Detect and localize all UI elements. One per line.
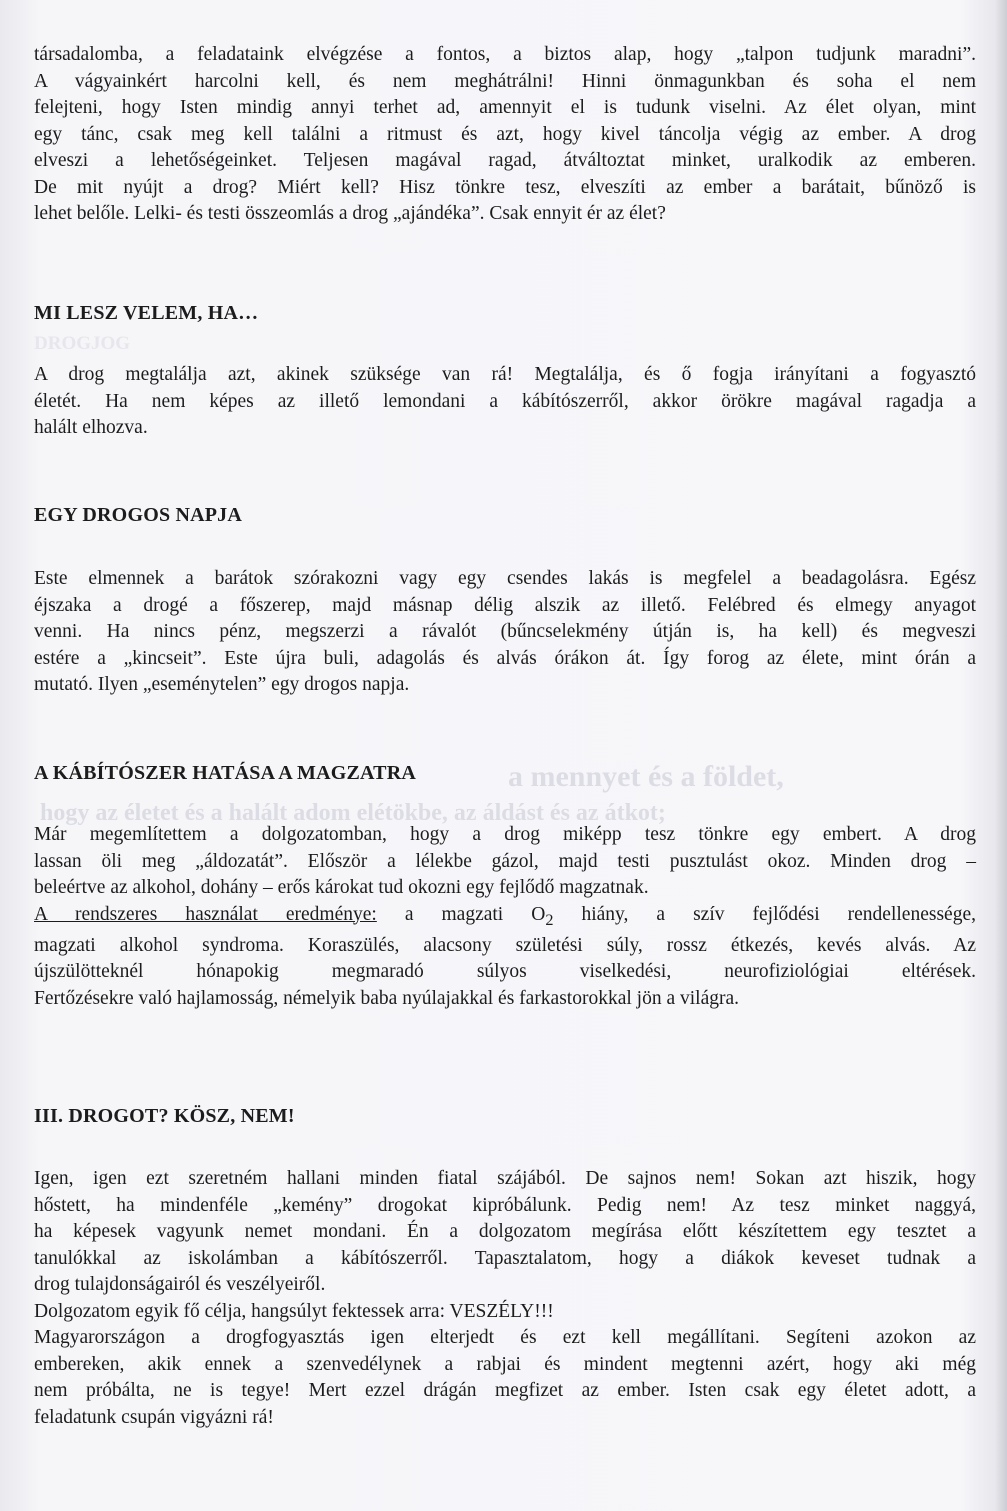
- intro-line: elveszi a lehetőségeinket. Teljesen magával ragad, átváltoztat minket, uralkodik az emberen.: [34, 150, 976, 171]
- drogot-line: ha képesek vagyunk nemet mondani. Én a dolgozatom megírása előtt készítettem egy tesztet a: [34, 1221, 976, 1242]
- intro-line: társadalomba, a feladataink elvégzése a fontos, a biztos alap, hogy „talpon tudjunk maradni”.: [34, 44, 976, 65]
- heading-drogot-kosz-nem: III. DROGOT? KÖSZ, NEM!: [34, 1105, 295, 1127]
- magzat-line: magzati alkohol syndroma. Koraszülés, alacsony születési súly, rossz étkezés, kevés alvás. Az: [34, 934, 976, 956]
- magzat-line-text: hiány, a szív fejlődési rendellenessége,: [553, 903, 976, 925]
- show-through-quote-line2: hogy az életet és a halált adom elétökbe, az áldást és az átkot;: [40, 800, 666, 826]
- magzat-paragraph: [34, 822, 976, 1012]
- underlined-phrase: A rendszeres használat eredménye:: [34, 903, 377, 925]
- drogot-line: tanulókkal az iskolámban a kábítószerről. Tapasztalatom, hogy a diákok keveset tudnak a: [34, 1247, 976, 1269]
- intro-line: felejteni, hogy Isten mindig annyi terhet ad, amennyit el is tudunk viselni. Az élet olyan, mint: [34, 97, 976, 118]
- magzat-line-text: a magzati O: [376, 903, 546, 925]
- drogot-line: hőstett, ha mindenféle „kemény” drogokat kipróbálunk. Pedig nem! Az tesz minket naggyá,: [34, 1194, 976, 1216]
- magzat-line: Fertőzésekre való hajlamosság, némelyik baba nyúlajakkal és farkastorokkal jön a világra.: [34, 987, 739, 1009]
- mi-lesz-line: halált elhozva.: [34, 417, 148, 438]
- drogot-line: nem próbálta, ne is tegye! Mert ezzel drágán megfizet az ember. Isten csak egy életet adott, a: [34, 1380, 976, 1401]
- heading-kabitoszer-magzat: A KÁBÍTÓSZER HATÁSA A MAGZATRA: [34, 762, 417, 784]
- show-through-quote-line1: a mennyet és a földet,: [508, 760, 784, 793]
- intro-line: De mit nyújt a drog? Miért kell? Hisz tönkre tesz, elveszíti az ember a barátait, bűnöző is: [34, 176, 976, 198]
- intro-line: lehet belőle. Lelki- és testi összeomlás a drog „ajándéka”. Csak ennyit ér az élet?: [34, 203, 666, 224]
- egy-drogos-line: Este elmennek a barátok szórakozni vagy egy csendes lakás is megfelel a beadagolásra. Egész: [34, 568, 976, 589]
- drogot-paragraph: [34, 1166, 976, 1431]
- mi-lesz-paragraph: [34, 362, 976, 442]
- drogot-line: embereken, akik ennek a szenvedélynek a rabjai és mindent megtenni azért, hogy aki még: [34, 1353, 976, 1375]
- drogot-line: Dolgozatom egyik fő célja, hangsúlyt fektessek arra: VESZÉLY!!!: [34, 1300, 554, 1322]
- magzat-line: Már megemlítettem a dolgozatomban, hogy a drog miképp tesz tönkre egy embert. A drog: [34, 824, 976, 845]
- egy-drogos-paragraph: [34, 566, 976, 699]
- show-through-drogjog: DROGJOG: [34, 333, 131, 354]
- o2-subscript: 2: [545, 910, 554, 929]
- drogot-line: Igen, igen ezt szeretném hallani minden fiatal szájából. De sajnos nem! Sokan azt hiszik, hogy: [34, 1168, 976, 1189]
- mi-lesz-line: életét. Ha nem képes az illető lemondani a kábítószerről, akkor örökre magával ragadja a: [34, 390, 976, 412]
- magzat-line: lassan öli meg „áldozatát”. Először a lélekbe gázol, majd testi pusztulást okoz. Minden drog –: [34, 850, 976, 872]
- egy-drogos-line: venni. Ha nincs pénz, megszerzi a rávalót (bűncselekmény útján is, ha kell) és megveszi: [34, 621, 976, 642]
- intro-paragraph: [34, 42, 976, 228]
- egy-drogos-line: éjszaka a drogé a főszerep, majd másnap délig alszik az illető. Felébred és elmegy anyagot: [34, 594, 976, 616]
- magzat-line: újszülötteknél hónapokig megmaradó súlyos viselkedési, neurofiziológiai eltérések.: [34, 961, 976, 983]
- magzat-line-underlined: [34, 902, 976, 933]
- magzat-line: beleértve az alkohol, dohány – erős károkat tud okozni egy fejlődő magzatnak.: [34, 877, 649, 898]
- heading-egy-drogos-napja: EGY DROGOS NAPJA: [34, 504, 243, 526]
- page-edge-shadow: [995, 0, 1007, 1511]
- egy-drogos-line: estére a „kincseit”. Este újra buli, adagolás és alvás órákon át. Így forog az élete, mint órán a: [34, 647, 976, 669]
- intro-line: A vágyainkért harcolni kell, és nem meghátrálni! Hinni önmagunkban és soha el nem: [34, 70, 976, 92]
- intro-line: egy tánc, csak meg kell találni a ritmust és azt, hogy kivel táncolja végig az ember. A drog: [34, 123, 976, 145]
- egy-drogos-line: mutató. Ilyen „eseménytelen” egy drogos napja.: [34, 674, 410, 695]
- mi-lesz-line: A drog megtalálja azt, akinek szüksége van rá! Megtalálja, és ő fogja irányítani a fogyasztó: [34, 364, 976, 385]
- heading-mi-lesz-velem: MI LESZ VELEM, HA…: [34, 302, 259, 324]
- drogot-line: drog tulajdonságairól és veszélyeiről.: [34, 1274, 326, 1295]
- drogot-line: Magyarországon a drogfogyasztás igen elterjedt és ezt kell megállítani. Segíteni azokon az: [34, 1327, 976, 1348]
- drogot-line: feladatunk csupán vigyázni rá!: [34, 1406, 274, 1428]
